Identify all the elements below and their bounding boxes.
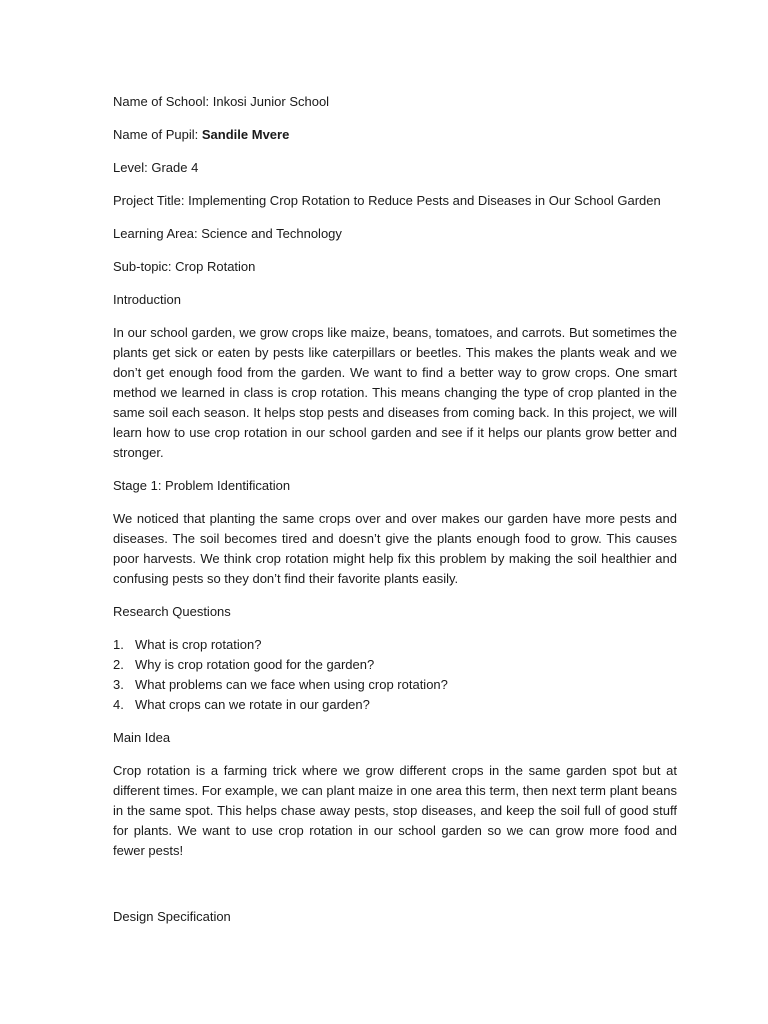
document-page <box>113 92 677 940</box>
level-label: Level: <box>113 160 148 175</box>
main-idea-paragraph: Crop rotation is a farming trick where we grow different crops in the same garden spot but at different times. For example, we can plant maize in one area this term, then next term plant beans in the same spot. This helps chase away pests, stop diseases, and keep the soil full of good stuff for plants. We want to use crop rotation in our school garden so we can grow more food and fewer pests! <box>113 763 677 858</box>
main-idea-heading: Main Idea <box>113 730 171 745</box>
list-item-text: What is crop rotation? <box>135 637 262 652</box>
list-item-text: Why is crop rotation good for the garden? <box>135 657 375 672</box>
subtopic-line <box>113 257 677 277</box>
project-title-line <box>113 191 677 211</box>
research-questions-heading: Research Questions <box>113 604 231 619</box>
list-item <box>113 675 677 695</box>
school-name: Inkosi Junior School <box>212 94 330 109</box>
pupil-label: Name of Pupil: <box>113 127 199 142</box>
school-label: Name of School: <box>113 94 210 109</box>
learning-area-line <box>113 224 677 244</box>
research-questions-list <box>113 635 677 715</box>
pupil-name: Sandile Mvere <box>201 127 290 142</box>
list-item-number: 2. <box>113 657 124 672</box>
learning-area-value: Science and Technology <box>201 226 342 241</box>
stage1-paragraph: We noticed that planting the same crops over and over makes our garden have more pests and diseases. The soil becomes tired and doesn’t give the plants enough food to grow. This causes poor harvests. We think crop rotation might help fix this problem by making the soil healthier and confusing pests so they don’t find their favorite plants easily. <box>113 511 677 586</box>
introduction-heading: Introduction <box>113 292 181 307</box>
list-item <box>113 635 677 655</box>
project-title-value: Implementing Crop Rotation to Reduce Pests and Diseases in Our School Garden <box>188 193 661 208</box>
pupil-line <box>113 125 677 145</box>
list-item <box>113 695 677 715</box>
subtopic-label: Sub-topic: <box>113 259 172 274</box>
list-item <box>113 655 677 675</box>
section-spacer <box>113 874 677 907</box>
level-line <box>113 158 677 178</box>
design-specification-heading: Design Specification <box>113 909 231 924</box>
introduction-paragraph: In our school garden, we grow crops like maize, beans, tomatoes, and carrots. But sometimes the plants get sick or eaten by pests like caterpillars or beetles. This makes the plants weak and we don’t get enough food from the garden. We want to find a better way to grow crops. One smart method we learned in class is crop rotation. This means changing the type of crop planted in the same soil each season. It helps stop pests and diseases from coming back. In this project, we will learn how to use crop rotation in our school garden and see if it helps our plants grow better and stronger. <box>113 325 677 460</box>
list-item-number: 3. <box>113 677 124 692</box>
list-item-text: What crops can we rotate in our garden? <box>135 697 370 712</box>
subtopic-value: Crop Rotation <box>175 259 256 274</box>
list-item-text: What problems can we face when using crop rotation? <box>135 677 448 692</box>
project-title-label: Project Title: <box>113 193 185 208</box>
level-value: Grade 4 <box>151 160 199 175</box>
stage1-heading: Stage 1: Problem Identification <box>113 478 291 493</box>
list-item-number: 4. <box>113 697 124 712</box>
school-line <box>113 92 677 112</box>
list-item-number: 1. <box>113 637 124 652</box>
learning-area-label: Learning Area: <box>113 226 198 241</box>
